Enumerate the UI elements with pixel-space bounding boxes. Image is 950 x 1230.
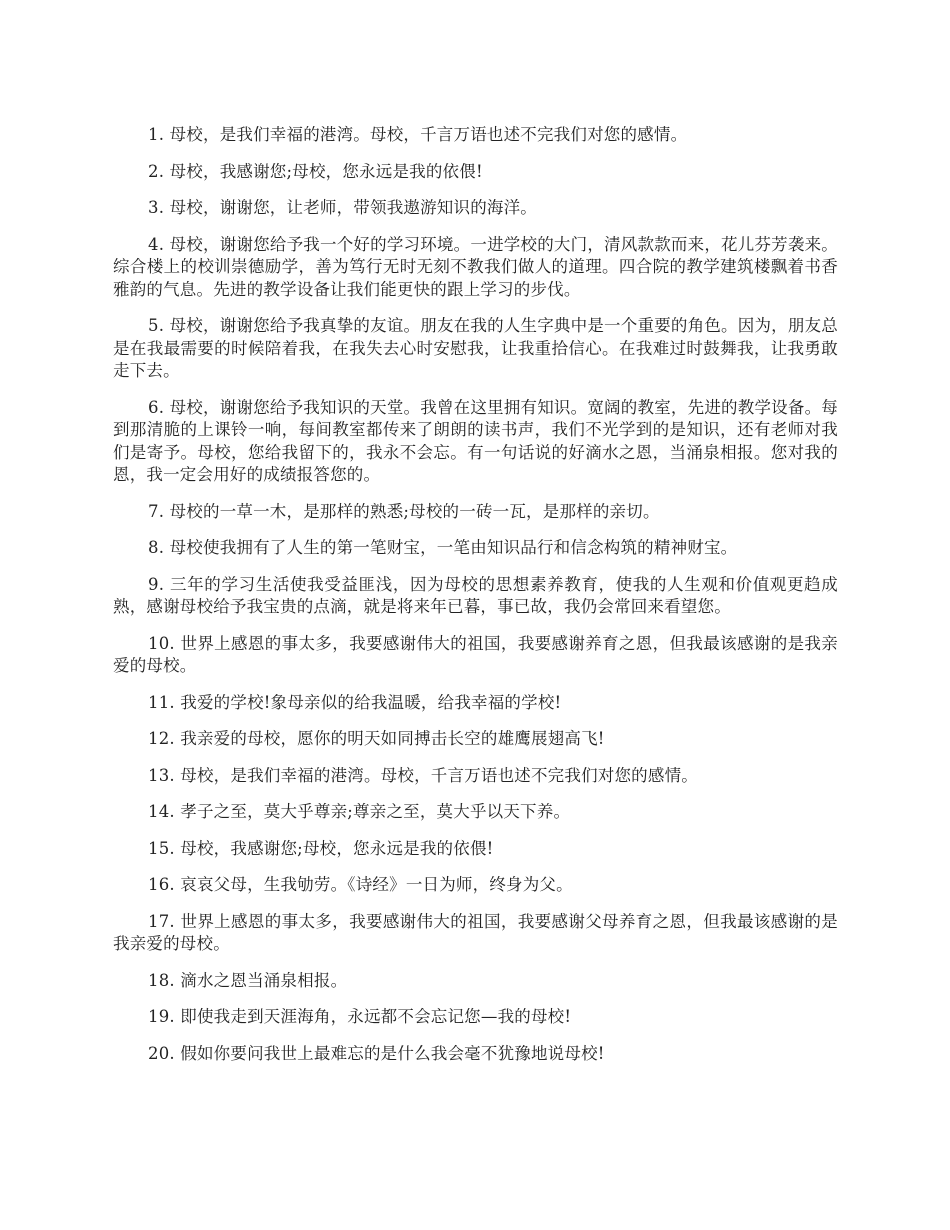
paragraph-9: 9. 三年的学习生活使我受益匪浅，因为母校的思想素养教育，使我的人生观和价值观更趋成熟，感谢母校给予我宝贵的点滴，就是将来年已暮，事已故，我仍会常回来看望您。 bbox=[113, 574, 838, 616]
paragraph-6: 6. 母校，谢谢您给予我知识的天堂。我曾在这里拥有知识。宽阔的教室，先进的教学设备。每到那清脆的上课铃一响，每间教室都传来了朗朗的读书声，我们不光学到的是知识，还有老师对我们是寄予。母校，您给我留下的，我永不会忘。有一句话说的好滴水之恩，当涌泉相报。您对我的恩，我一定会用好的成绩报答您的。 bbox=[113, 397, 838, 484]
paragraph-16: 16. 哀哀父母，生我劬劳。《诗经》一日为师，终身为父。 bbox=[148, 875, 573, 894]
paragraph-3: 3. 母校，谢谢您，让老师，带领我遨游知识的海洋。 bbox=[148, 198, 537, 217]
paragraph-15: 15. 母校，我感谢您;母校，您永远是我的依偎! bbox=[148, 838, 494, 858]
paragraph-14: 14. 孝子之至，莫大乎尊亲;尊亲之至，莫大乎以天下养。 bbox=[148, 802, 571, 821]
paragraph-7: 7. 母校的一草一木，是那样的熟悉;母校的一砖一瓦，是那样的亲切。 bbox=[148, 501, 660, 521]
paragraph-10: 10. 世界上感恩的事太多，我要感谢伟大的祖国，我要感谢养育之恩，但我最该感谢的是我亲爱的母校。 bbox=[113, 633, 838, 675]
paragraph-18: 18. 滴水之恩当涌泉相报。 bbox=[148, 970, 348, 990]
paragraph-2: 2. 母校，我感谢您;母校，您永远是我的依偎! bbox=[148, 161, 483, 181]
paragraph-20: 20. 假如你要问我世上最难忘的是什么我会毫不犹豫地说母校! bbox=[148, 1043, 605, 1063]
paragraph-5: 5. 母校，谢谢您给予我真挚的友谊。朋友在我的人生字典中是一个重要的角色。因为，朋友总是在我最需要的时候陪着我，在我失去心时安慰我，让我重拾信心。在我难过时鼓舞我，让我勇敢走下去。 bbox=[113, 316, 838, 380]
paragraph-17: 17. 世界上感恩的事太多，我要感谢伟大的祖国，我要感谢父母养育之恩，但我最该感谢的是我亲爱的母校。 bbox=[113, 911, 838, 953]
paragraph-11: 11. 我爱的学校!象母亲似的给我温暖，给我幸福的学校! bbox=[148, 692, 562, 712]
paragraph-8: 8. 母校使我拥有了人生的第一笔财宝，一笔由知识品行和信念构筑的精神财宝。 bbox=[148, 538, 738, 557]
paragraph-13: 13. 母校，是我们幸福的港湾。母校，千言万语也述不完我们对您的感情。 bbox=[148, 765, 698, 785]
paragraph-12: 12. 我亲爱的母校，愿你的明天如同搏击长空的雄鹰展翅高飞! bbox=[148, 729, 605, 748]
paragraph-4: 4. 母校，谢谢您给予我一个好的学习环境。一进学校的大门，清风款款而来，花儿芬芳袭来。综合楼上的校训崇德励学，善为笃行无时无刻不教我们做人的道理。四合院的教学建筑楼飘着书香雅韵的气息。先进的教学设备让我们能更快的跟上学习的步伐。 bbox=[113, 234, 838, 299]
paragraph-19: 19. 即使我走到天涯海角，永远都不会忘记您—我的母校! bbox=[148, 1007, 572, 1026]
paragraph-1: 1. 母校，是我们幸福的港湾。母校，千言万语也述不完我们对您的感情。 bbox=[148, 125, 688, 144]
